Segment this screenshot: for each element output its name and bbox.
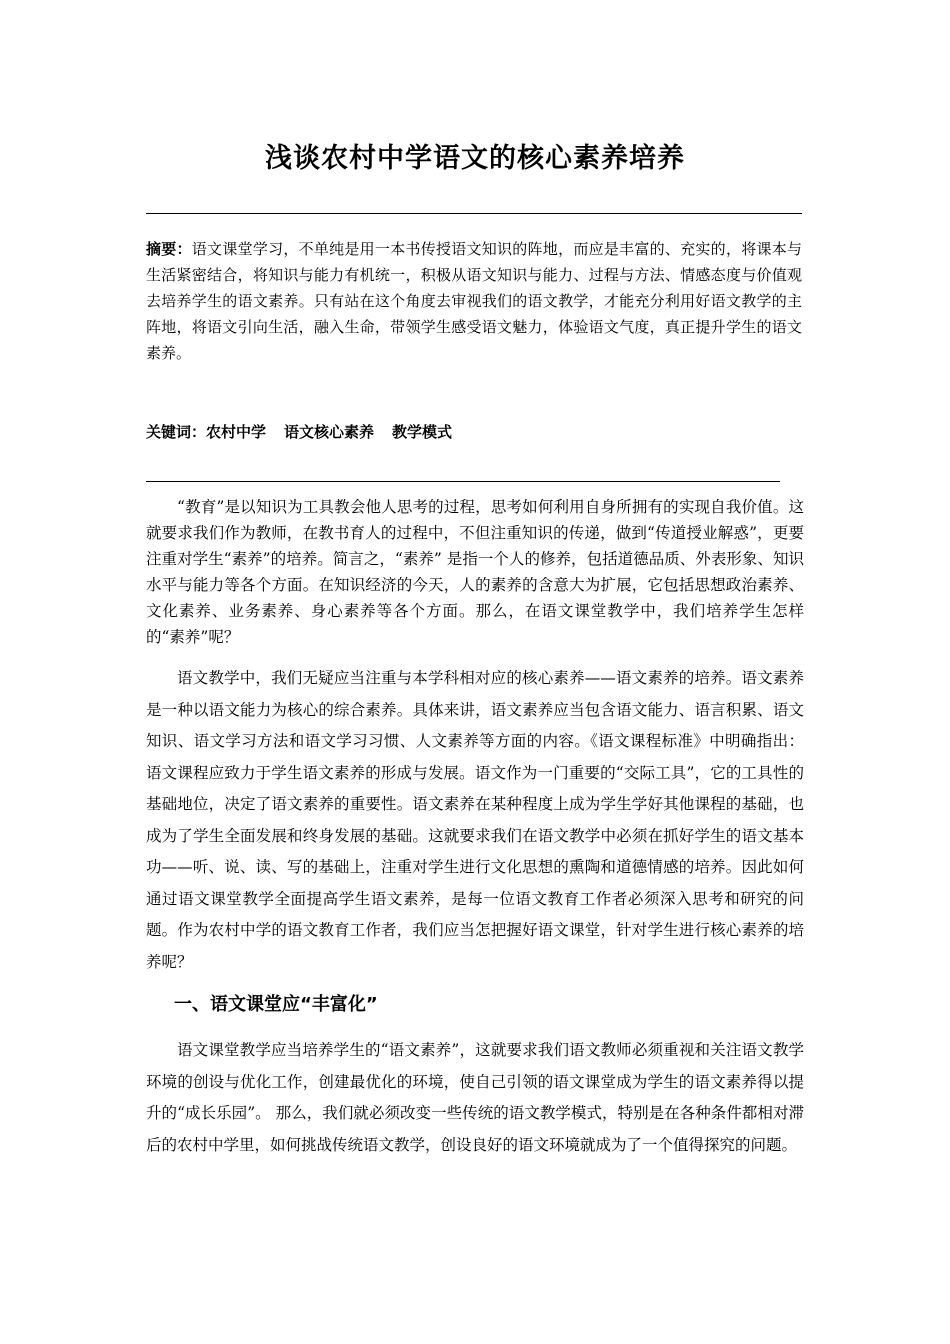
keyword-item: 语文核心素养 xyxy=(284,423,375,441)
keyword-item: 农村中学 xyxy=(206,423,267,441)
keywords-divider xyxy=(146,481,780,482)
body-paragraph-3 xyxy=(146,1035,804,1161)
abstract-text: 语文课堂学习，不单纯是用一本书传授语文知识的阵地，而应是丰富的、充实的，将课本与生活紧密结合，将知识与能力有机统一，积极从语文知识与能力、过程与方法、情感态度与价值观去培养学生的语文素养。只有站在这个角度去审视我们的语文教学，才能充分利用好语文教学的主阵地，将语文引向生活，融入生命，带领学生感受语文魅力，体验语文气度，真正提升学生的语文素养。 xyxy=(146,240,802,362)
abstract-label: 摘要： xyxy=(146,240,192,258)
paragraph-text: “教育”是以知识为工具教会他人思考的过程，思考如何利用自身所拥有的实现自我价值。这就要求我们作为教师，在教书育人的过程中，不但注重知识的传递，做到“传道授业解惑”，更要注重对学生“素养”的培养。简言之，“素养” 是指一个人的修养，包括道德品质、外表形象、知识水平与能力等各个方面。在知识经济的今天，人的素养的含意大为扩展，它包括思想政治素养、文化素养、业务素养、身心素养等各个方面。那么，在语文课堂教学中，我们培养学生怎样的“素养”呢？ xyxy=(146,498,804,646)
abstract-block xyxy=(146,236,802,366)
body-paragraph-1 xyxy=(146,494,804,650)
title-divider xyxy=(146,213,802,214)
body-paragraph-2 xyxy=(146,663,804,978)
section-heading: 一、语文课堂应“丰富化” xyxy=(174,994,378,1015)
paper-title: 浅谈农村中学语文的核心素养培养 xyxy=(265,143,685,174)
keyword-item: 教学模式 xyxy=(392,423,453,441)
keywords-block xyxy=(146,420,802,444)
paragraph-text: 语文教学中，我们无疑应当注重与本学科相对应的核心素养——语文素养的培养。语文素养是一种以语文能力为核心的综合素养。具体来讲，语文素养应当包含语文能力、语言积累、语文知识、语文学习方法和语文学习习惯、人文素养等方面的内容。《语文课程标准》中明确指出：语文课程应致力于学生语文素养的形成与发展。语文作为一门重要的“交际工具”，它的工具性的基础地位，决定了语文素养的重要性。语文素养在某种程度上成为学生学好其他课程的基础，也成为了学生全面发展和终身发展的基础。这就要求我们在语文教学中必须在抓好学生的语文基本功——听、说、读、写的基础上，注重对学生进行文化思想的熏陶和道德情感的培养。因此如何通过语文课堂教学全面提高学生语文素养，是每一位语文教育工作者必须深入思考和研究的问题。作为农村中学的语文教育工作者，我们应当怎把握好语文课堂，针对学生进行核心素养的培养呢？ xyxy=(146,669,804,971)
keywords-label: 关键词： xyxy=(146,423,207,441)
paragraph-text: 语文课堂教学应当培养学生的“语文素养”，这就要求我们语文教师必须重视和关注语文教学环境的创设与优化工作，创建最优化的环境，使自己引领的语文课堂成为学生的语文素养得以提升的“成长乐园”。 那么，我们就必须改变一些传统的语文教学模式，特别是在各种条件都相对滞后的农村中学里，如何挑战传统语文教学，创设良好的语文环境就成为了一个值得探究的问题。 xyxy=(146,1041,804,1154)
